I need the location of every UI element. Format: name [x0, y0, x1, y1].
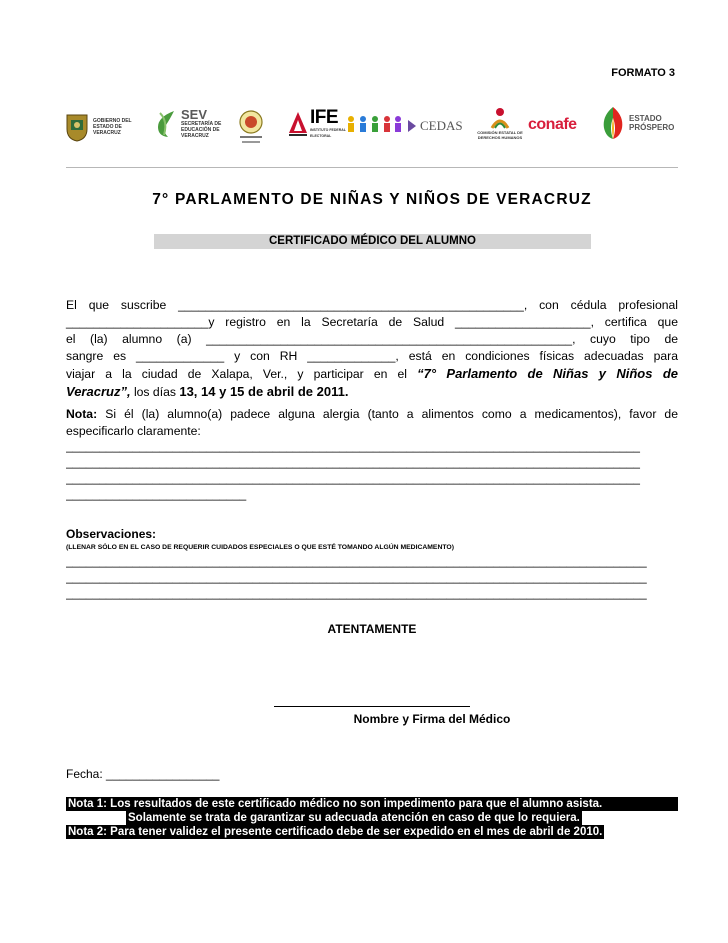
observaciones-label: Observaciones:: [66, 527, 157, 541]
signature-line[interactable]: [274, 706, 470, 707]
certificate-paragraph: [66, 297, 678, 401]
seal-icon: [234, 108, 268, 148]
nota-2: Nota 2: Para tener validez el presente certificado debe de ser expedido en el mes de abril de 2010.: [68, 826, 603, 838]
colorful-logo: [346, 114, 404, 134]
nota-1-continuation: Solamente se trata de garantizar su adecuada atención en caso de que lo requiera.: [128, 812, 580, 824]
ife-flame-icon: [288, 111, 308, 137]
nota-section: [66, 406, 678, 440]
prospero-leaf-icon: [600, 106, 626, 140]
allergy-lines: [66, 438, 672, 502]
date-field[interactable]: Fecha: _________________: [66, 767, 220, 781]
children-figures-icon: [346, 114, 404, 134]
gobierno-veracruz-logo: [64, 112, 149, 142]
sev-logo: [154, 108, 239, 139]
paragraph-line: [66, 383, 678, 401]
paragraph-line-text: los días: [130, 385, 180, 399]
conafe-logo: [528, 116, 577, 134]
nota-label: Nota:: [66, 407, 98, 421]
event-name-emphasis: “7° Parlamento de Niñas y Niños de: [417, 366, 678, 381]
sev-swirl-icon: [154, 109, 178, 139]
observaciones-input-line[interactable]: _______________________________________________________________________________________: [66, 570, 647, 584]
document-title: 7° PARLAMENTO DE NIÑAS Y NIÑOS DE VERACRUZ: [152, 191, 592, 208]
signature-label: Nombre y Firma del Médico: [353, 712, 511, 726]
gobierno-veracruz-text: GOBIERNO DEL ESTADO DE VERACRUZ: [93, 118, 132, 136]
cedas-text: CEDAS: [420, 118, 463, 133]
closing-text: ATENTAMENTE: [327, 622, 417, 636]
observaciones-input-line[interactable]: _______________________________________________________________________________________: [66, 586, 647, 600]
paragraph-line: El que suscribe ___________________________________________________, con cédula profesional: [66, 298, 678, 312]
sev-subtext: SECRETARÍA DE EDUCACIÓN DE VERACRUZ: [181, 121, 222, 139]
paragraph-line-text: viajar a la ciudad de Xalapa, Ver., y participar en el: [66, 367, 407, 381]
allergy-input-line[interactable]: ___________________________: [66, 487, 247, 501]
estado-prospero-text: ESTADO PRÓSPERO: [629, 114, 675, 132]
cedh-logo: [474, 106, 526, 140]
observaciones-lines: [66, 553, 678, 601]
event-dates: 13, 14 y 15 de abril de 2011.: [179, 384, 349, 399]
ife-subtext: INSTITUTO FEDERAL ELECTORAL: [310, 128, 346, 138]
cedh-text: COMISIÓN ESTATAL DE DERECHOS HUMANOS: [477, 130, 523, 140]
estado-prospero-logo: [600, 106, 675, 140]
logo-strip: [62, 100, 682, 154]
conafe-text: conafe: [528, 116, 577, 133]
ife-text: IFE: [310, 107, 339, 128]
cedas-mark-icon: [406, 119, 418, 133]
sev-text: SEV: [181, 107, 208, 122]
allergy-input-line[interactable]: ______________________________________________________________________________________: [66, 439, 640, 453]
observaciones-input-line[interactable]: _______________________________________________________________________________________: [66, 554, 647, 568]
coat-of-arms-icon: [64, 112, 90, 142]
nota-line: [66, 406, 678, 423]
paragraph-line: el (la) alumno (a) ______________________________________________________, cuyo tipo de: [66, 332, 678, 346]
paragraph-line: _____________________y registro en la Secretaría de Salud ____________________, certifica que: [66, 315, 678, 329]
header-divider: [66, 167, 678, 168]
allergy-input-line[interactable]: ______________________________________________________________________________________: [66, 471, 640, 485]
nota-text: Si él (la) alumno(a) padece alguna alergia (tanto a alimentos como a medicamentos), favor de: [97, 407, 678, 421]
observaciones-instruction: (LLENAR SÓLO EN EL CASO DE REQUERIR CUIDADOS ESPECIALES O QUE ESTÉ TOMANDO ALGÚN MEDICAMENTO): [66, 544, 454, 551]
format-label: FORMATO 3: [611, 67, 675, 79]
nota-line: especificarlo claramente:: [66, 424, 201, 438]
paragraph-line: [66, 365, 678, 383]
human-rights-icon: [489, 106, 511, 130]
nota-1: Nota 1: Los resultados de este certificado médico no son impedimento para que el alumno asista.: [66, 797, 678, 811]
cedas-logo: [406, 118, 463, 134]
paragraph-line: sangre es _____________ y con RH _____________, está en condiciones físicas adecuadas para: [66, 349, 678, 363]
document-subtitle: CERTIFICADO MÉDICO DEL ALUMNO: [154, 234, 591, 249]
allergy-input-line[interactable]: ______________________________________________________________________________________: [66, 455, 640, 469]
seal-logo: [234, 108, 268, 148]
event-name-emphasis-end: Veracruz”,: [66, 384, 131, 399]
